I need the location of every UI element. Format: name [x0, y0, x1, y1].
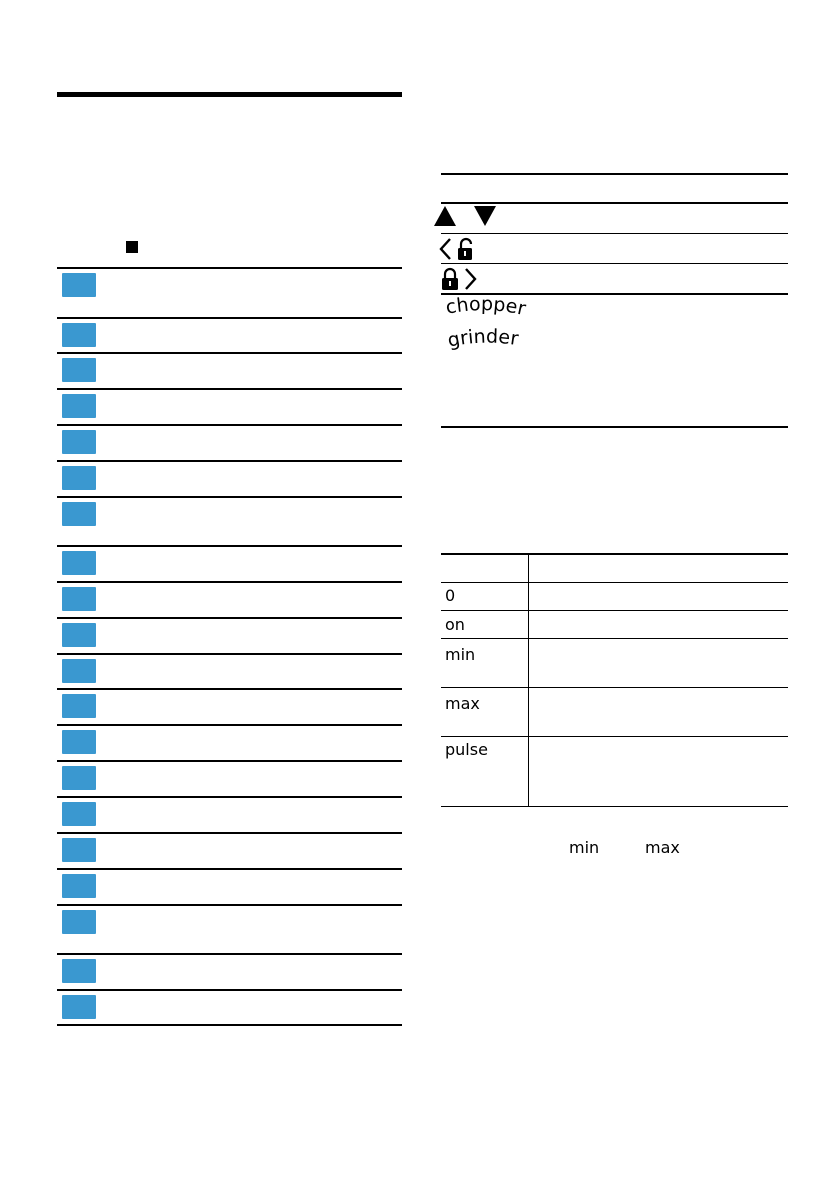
component-row	[57, 832, 402, 868]
component-row	[57, 581, 402, 617]
component-row	[57, 904, 402, 953]
symbols-table-top-rule	[441, 173, 788, 175]
chopper-label: chopper	[443, 293, 528, 321]
speed-table-bottom-rule	[441, 806, 788, 807]
stop-square-icon	[126, 241, 138, 253]
component-row	[57, 989, 402, 1026]
component-row	[57, 688, 402, 724]
component-number-box	[62, 838, 96, 862]
component-row	[57, 868, 402, 904]
symbols-table-bottom-rule	[441, 426, 788, 428]
component-row	[57, 317, 402, 352]
component-number-box	[62, 766, 96, 790]
speed-table-rule	[441, 582, 788, 583]
component-row	[57, 617, 402, 653]
note-max-text: max	[645, 838, 680, 857]
component-number-box	[62, 323, 96, 347]
speed-table-rule	[441, 638, 788, 639]
component-number-box	[62, 466, 96, 490]
component-number-box	[62, 502, 96, 526]
arrow-up-icon	[434, 206, 456, 226]
component-row	[57, 653, 402, 688]
component-number-box	[62, 730, 96, 754]
speed-label-min: min	[445, 645, 476, 664]
speed-label-max: max	[445, 694, 480, 713]
grinder-label: grinder	[445, 325, 520, 352]
chopper-grinder-label-image	[443, 290, 547, 360]
speed-label-0: 0	[445, 586, 456, 605]
symbols-table-rule	[441, 263, 788, 264]
component-number-box	[62, 551, 96, 575]
speed-table-rule	[441, 736, 788, 737]
component-row	[57, 724, 402, 760]
component-row	[57, 352, 402, 388]
component-row	[57, 796, 402, 832]
component-row	[57, 388, 402, 424]
component-row	[57, 496, 402, 545]
component-number-box	[62, 995, 96, 1019]
speed-table-column-divider	[528, 554, 529, 806]
component-number-box	[62, 358, 96, 382]
component-number-box	[62, 273, 96, 297]
component-number-box	[62, 430, 96, 454]
component-number-box	[62, 394, 96, 418]
speed-table-rule	[441, 687, 788, 688]
component-row	[57, 460, 402, 496]
component-number-box	[62, 623, 96, 647]
component-number-box	[62, 587, 96, 611]
heading-rule	[57, 92, 402, 97]
component-row	[57, 424, 402, 460]
arrow-down-icon	[474, 206, 496, 226]
component-number-box	[62, 910, 96, 934]
component-row	[57, 267, 402, 317]
component-row	[57, 760, 402, 796]
component-row	[57, 545, 402, 581]
speed-table-top-rule	[441, 553, 788, 555]
component-number-box	[62, 959, 96, 983]
symbols-table-rule	[441, 202, 788, 204]
component-number-box	[62, 874, 96, 898]
speed-table-rule	[441, 610, 788, 611]
unlock-icon	[436, 236, 480, 262]
note-min-text: min	[569, 838, 600, 857]
speed-label-on: on	[445, 615, 465, 634]
component-number-box	[62, 802, 96, 826]
component-row	[57, 953, 402, 989]
lock-icon	[440, 266, 484, 292]
component-number-box	[62, 694, 96, 718]
symbols-table-rule	[441, 233, 788, 234]
component-number-box	[62, 659, 96, 683]
speed-label-pulse: pulse	[445, 740, 488, 759]
